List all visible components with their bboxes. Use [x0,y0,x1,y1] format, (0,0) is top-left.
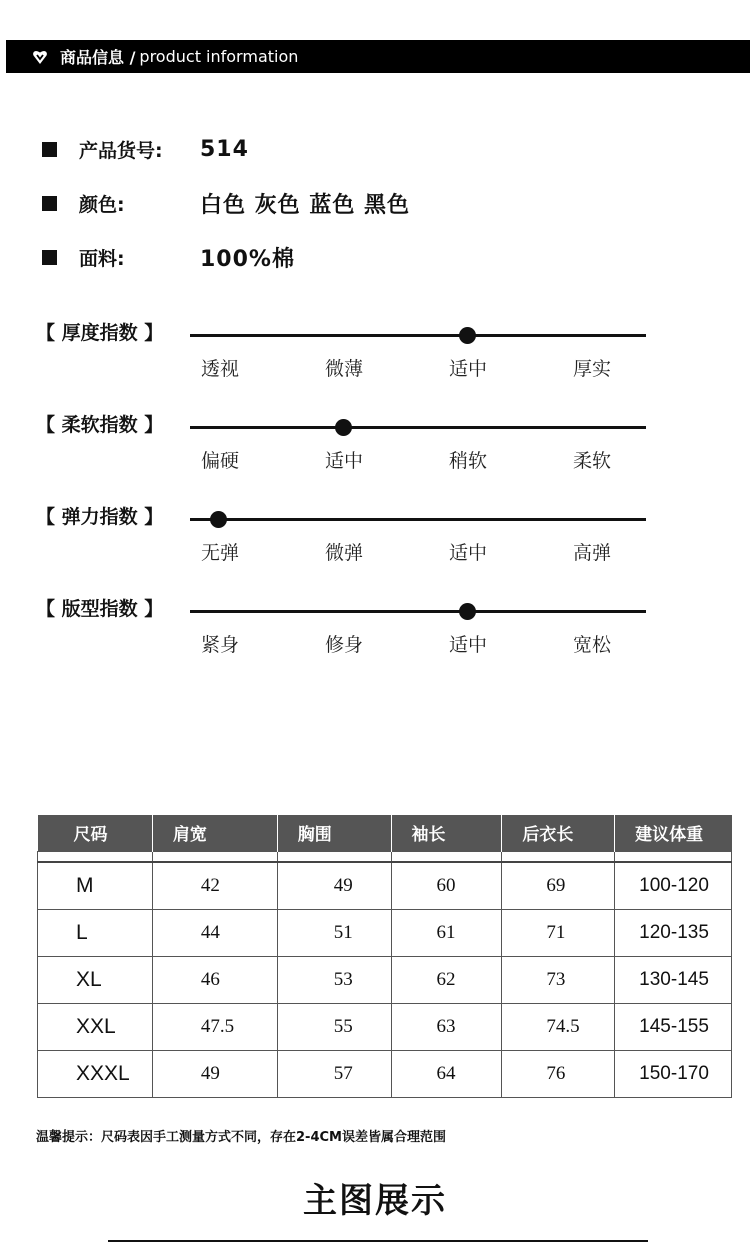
scale-track [190,426,646,429]
title-underline [108,1240,648,1242]
scale-option: 宽松 [572,634,611,656]
scale-elasticity [36,502,656,572]
info-label: 面料: [79,247,125,270]
table-row [38,956,732,1003]
table-cell: 63 [391,1003,502,1050]
table-cell: 51 [277,909,391,956]
table-cell: 49 [152,1050,277,1097]
table-cell: 150-170 [615,1050,732,1097]
scale-title: 【 厚度指数 】 [36,322,164,344]
scale-thickness [36,318,656,388]
scale-option: 适中 [448,634,487,656]
scale-option: 微薄 [324,358,363,380]
table-cell: 71 [502,909,615,956]
info-label: 产品货号: [79,139,163,162]
info-value: 514 [200,136,249,162]
scale-softness [36,410,656,480]
scale-indicator-dot [335,419,352,436]
table-cell: 73 [502,956,615,1003]
table-cell: 100-120 [615,862,732,909]
bullet-square-icon [42,196,57,211]
table-header-cell: 袖长 [391,815,502,851]
scale-title: 【 版型指数 】 [36,598,164,620]
table-cell: 69 [502,862,615,909]
scale-track [190,334,646,337]
table-cell: 62 [391,956,502,1003]
table-cell: 49 [277,862,391,909]
table-header-cell: 肩宽 [152,815,277,851]
scale-option: 高弹 [572,542,611,564]
scale-indicator-dot [459,327,476,344]
table-cell: 42 [152,862,277,909]
scale-title: 【 柔软指数 】 [36,414,164,436]
scale-option: 修身 [324,634,363,656]
info-row-sku [42,134,249,164]
main-image-title: 主图展示 [303,1181,447,1221]
table-cell: 60 [391,862,502,909]
table-cell: 47.5 [152,1003,277,1050]
heart-badge-icon [32,49,48,65]
bullet-square-icon [42,250,57,265]
scale-option: 适中 [448,542,487,564]
scale-option: 柔软 [572,450,611,472]
table-cell: 76 [502,1050,615,1097]
scale-option: 厚实 [572,358,611,380]
info-label: 颜色: [79,193,125,216]
table-cell: L [38,909,153,956]
table-cell: XL [38,956,153,1003]
table-cell: 74.5 [502,1003,615,1050]
table-cell: 130-145 [615,956,732,1003]
scale-option: 透视 [200,358,239,380]
table-cell: XXL [38,1003,153,1050]
scale-option: 稍软 [448,450,487,472]
table-cell: 55 [277,1003,391,1050]
size-table [37,815,732,1098]
table-cell: 53 [277,956,391,1003]
table-cell: 120-135 [615,909,732,956]
bullet-square-icon [42,142,57,157]
table-cell: 61 [391,909,502,956]
table-header-cell: 建议体重 [615,815,732,851]
scale-option: 微弹 [324,542,363,564]
table-row [38,1050,732,1097]
scale-option: 无弹 [200,542,239,564]
table-cell: XXXL [38,1050,153,1097]
scale-track [190,518,646,521]
table-cell: 44 [152,909,277,956]
section-header-bar [6,40,750,73]
table-cell: M [38,862,153,909]
scale-indicator-dot [459,603,476,620]
info-row-fabric [42,242,295,272]
table-cell: 46 [152,956,277,1003]
scale-indicator-dot [210,511,227,528]
size-table-header [38,815,732,851]
scale-option: 偏硬 [200,450,239,472]
scale-option: 紧身 [200,634,239,656]
table-row [38,909,732,956]
table-header-cell: 胸围 [277,815,391,851]
scale-option: 适中 [448,358,487,380]
section-title-en: product information [139,47,299,66]
table-header-cell: 后衣长 [502,815,615,851]
scale-fit [36,594,656,664]
info-value: 白色 灰色 蓝色 黑色 [200,192,410,218]
size-tip-note: 温馨提示：尺码表因手工测量方式不同，存在2-4CM误差皆属合理范围 [36,1130,446,1145]
scale-title: 【 弹力指数 】 [36,506,164,528]
scale-track [190,610,646,613]
table-header-cell: 尺码 [38,815,153,851]
table-row [38,862,732,909]
table-cell: 145-155 [615,1003,732,1050]
scale-option: 适中 [324,450,363,472]
table-spacer-row [38,851,732,862]
info-value: 100%棉 [200,246,295,272]
section-title-cn: 商品信息 / [60,48,136,67]
table-row [38,1003,732,1050]
info-row-color [42,188,410,218]
table-cell: 64 [391,1050,502,1097]
table-cell: 57 [277,1050,391,1097]
